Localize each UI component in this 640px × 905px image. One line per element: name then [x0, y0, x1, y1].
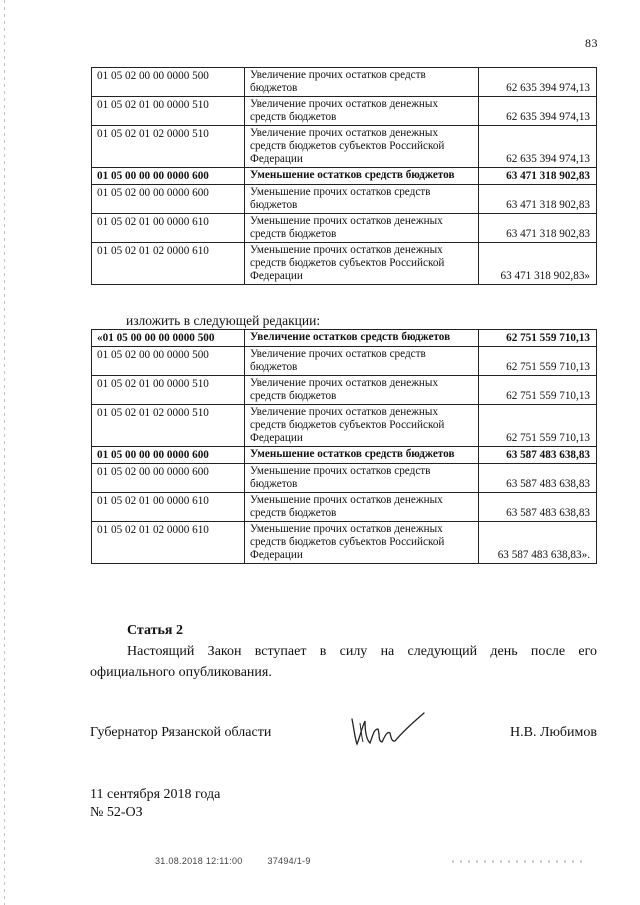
budget-amount-cell: 62 751 559 710,13	[479, 347, 597, 376]
budget-code-cell: «01 05 00 00 00 0000 500	[92, 330, 245, 347]
scan-edge-artifact	[4, 0, 5, 905]
budget-description-cell: Уменьшение прочих остатков средств бюджетов	[245, 185, 479, 214]
budget-description-cell: Уменьшение прочих остатков денежных средств бюджетов субъектов Российской Федерации	[245, 522, 479, 564]
budget-description-cell: Уменьшение остатков средств бюджетов	[245, 447, 479, 464]
budget-description-cell: Увеличение прочих остатков средств бюджетов	[245, 347, 479, 376]
budget-code-cell: 01 05 02 00 00 0000 500	[92, 68, 245, 97]
budget-amount-cell: 63 471 318 902,83	[479, 214, 597, 243]
table-row	[92, 214, 597, 243]
budget-code-cell: 01 05 02 01 00 0000 510	[92, 376, 245, 405]
table-row	[92, 464, 597, 493]
budget-amount-cell: 62 751 559 710,13	[479, 330, 597, 347]
table-row	[92, 405, 597, 447]
page-number: 83	[585, 36, 598, 50]
budget-description-cell: Уменьшение прочих остатков денежных средств бюджетов субъектов Российской Федерации	[245, 243, 479, 285]
table-row	[92, 185, 597, 214]
budget-code-cell: 01 05 02 01 00 0000 510	[92, 97, 245, 126]
faint-scan-marks	[452, 860, 587, 863]
budget-code-cell: 01 05 00 00 00 0000 600	[92, 447, 245, 464]
table-row	[92, 376, 597, 405]
budget-code-cell: 01 05 02 00 00 0000 600	[92, 464, 245, 493]
footer-stamp	[155, 856, 333, 866]
budget-amount-cell: 62 751 559 710,13	[479, 376, 597, 405]
budget-amount-cell: 63 471 318 902,83»	[479, 243, 597, 285]
budget-description-cell: Увеличение прочих остатков средств бюджетов	[245, 68, 479, 97]
budget-description-cell: Уменьшение прочих остатков средств бюджетов	[245, 464, 479, 493]
budget-description-cell: Уменьшение прочих остатков денежных средств бюджетов	[245, 214, 479, 243]
table-row	[92, 347, 597, 376]
budget-code-cell: 01 05 02 01 02 0000 510	[92, 126, 245, 168]
table-row	[92, 68, 597, 97]
budget-description-cell: Уменьшение остатков средств бюджетов	[245, 168, 479, 185]
budget-code-cell: 01 05 00 00 00 0000 600	[92, 168, 245, 185]
table-row	[92, 447, 597, 464]
budget-code-cell: 01 05 02 00 00 0000 500	[92, 347, 245, 376]
signing-date: 11 сентября 2018 года	[90, 787, 221, 802]
article-text: Настоящий Закон вступает в силу на следующий день после его официального опубликования.	[90, 644, 597, 680]
budget-code-cell: 01 05 02 00 00 0000 600	[92, 185, 245, 214]
budget-description-cell: Уменьшение прочих остатков денежных средств бюджетов	[245, 493, 479, 522]
footer-timestamp: 31.08.2018 12:11:00	[155, 856, 243, 866]
table-row	[92, 493, 597, 522]
budget-description-cell: Увеличение прочих остатков денежных средств бюджетов субъектов Российской Федерации	[245, 405, 479, 447]
budget-amount-cell: 62 635 394 974,13	[479, 68, 597, 97]
amendment-intro: изложить в следующей редакции:	[126, 313, 321, 328]
budget-amount-cell: 62 635 394 974,13	[479, 126, 597, 168]
budget-description-cell: Увеличение прочих остатков денежных средств бюджетов	[245, 97, 479, 126]
table-row	[92, 522, 597, 564]
budget-code-cell: 01 05 02 01 00 0000 610	[92, 214, 245, 243]
table-row	[92, 243, 597, 285]
budget-amount-cell: 62 635 394 974,13	[479, 97, 597, 126]
handwritten-signature-icon	[348, 711, 428, 751]
budget-amount-cell: 63 587 483 638,83».	[479, 522, 597, 564]
signature-block	[90, 723, 597, 747]
budget-table-old-body	[92, 68, 597, 285]
article-heading: Статья 2	[127, 623, 183, 638]
budget-amount-cell: 63 471 318 902,83	[479, 168, 597, 185]
budget-amount-cell: 63 587 483 638,83	[479, 493, 597, 522]
table-row	[92, 330, 597, 347]
budget-amount-cell: 63 471 318 902,83	[479, 185, 597, 214]
budget-description-cell: Увеличение прочих остатков денежных средств бюджетов субъектов Российской Федерации	[245, 126, 479, 168]
law-number: № 52-ОЗ	[90, 805, 143, 820]
budget-code-cell: 01 05 02 01 02 0000 510	[92, 405, 245, 447]
budget-description-cell: Увеличение остатков средств бюджетов	[245, 330, 479, 347]
table-row	[92, 126, 597, 168]
footer-doc-id: 37494/1-9	[267, 856, 311, 866]
signatory-name: Н.В. Любимов	[510, 725, 597, 740]
budget-description-cell: Увеличение прочих остатков денежных средств бюджетов	[245, 376, 479, 405]
budget-code-cell: 01 05 02 01 02 0000 610	[92, 243, 245, 285]
budget-code-cell: 01 05 02 01 00 0000 610	[92, 493, 245, 522]
budget-amount-cell: 62 751 559 710,13	[479, 405, 597, 447]
budget-table-old	[91, 67, 597, 285]
table-row	[92, 168, 597, 185]
budget-amount-cell: 63 587 483 638,83	[479, 447, 597, 464]
budget-table-new-body	[92, 330, 597, 564]
budget-table-new	[91, 329, 597, 564]
signatory-title: Губернатор Рязанской области	[90, 725, 272, 740]
budget-code-cell: 01 05 02 01 02 0000 610	[92, 522, 245, 564]
table-row	[92, 97, 597, 126]
budget-amount-cell: 63 587 483 638,83	[479, 464, 597, 493]
